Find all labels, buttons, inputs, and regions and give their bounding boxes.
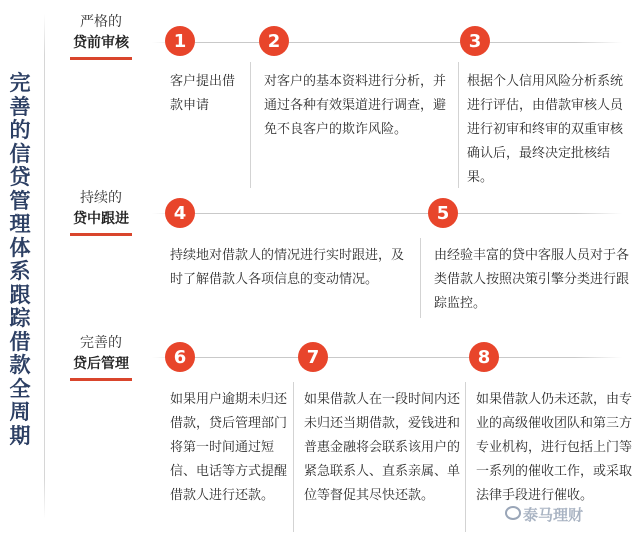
title-char: 体: [9, 235, 31, 260]
title-char: 跟: [9, 282, 31, 307]
title-char: 理: [9, 212, 31, 236]
stage-bottom-text: 贷后管理: [73, 356, 129, 372]
title-char: 全: [9, 376, 31, 401]
step-description: 对客户的基本资料进行分析，并通过各种有效渠道进行调查，避免不良客户的欺诈风险。: [264, 74, 447, 137]
watermark: 泰马理财: [523, 506, 584, 524]
step-circle: 4: [165, 198, 195, 228]
stage-underline: [70, 233, 132, 236]
title-char: 借: [9, 329, 31, 354]
title-char: 管: [9, 188, 31, 213]
step-description: 如果用户逾期未归还借款，贷后管理部门将第一时间通过短信、电话等方式提醒借款人进行还款。: [170, 392, 288, 503]
stage-label-post-loan: [56, 333, 146, 381]
title-char: 周: [9, 400, 31, 424]
column-separator: [458, 62, 459, 188]
timeline-line: [152, 357, 622, 358]
stage-label-mid-loan: [56, 188, 146, 236]
stage-bottom-text: 贷中跟进: [73, 211, 129, 227]
title-char: 善: [9, 94, 31, 119]
timeline-line: [152, 42, 622, 43]
title-char: 信: [9, 141, 31, 166]
step-circle: 3: [460, 26, 490, 56]
title-char: 踪: [9, 306, 31, 330]
wechat-icon: [505, 506, 521, 520]
step-description: 如果借款人在一段时间内还未归还当期借款，爱钱进和普惠金融将会联系该用户的紧急联系人、直系亲属、单位等督促其尽快还款。: [304, 392, 461, 503]
step-circle: 8: [469, 342, 499, 372]
title-char: 完: [9, 71, 31, 95]
column-separator: [465, 382, 466, 532]
step-circle: 7: [298, 342, 328, 372]
vertical-title: [0, 72, 40, 472]
step-circle: 2: [259, 26, 289, 56]
title-char: 期: [9, 423, 31, 448]
title-char: 的: [9, 118, 31, 142]
stage-label-pre-loan: [56, 12, 146, 60]
title-char: 款: [9, 353, 31, 377]
stage-top-text: 严格的: [80, 14, 122, 30]
title-char: 系: [9, 259, 31, 283]
column-separator: [293, 382, 294, 532]
stage-top-text: 持续的: [80, 190, 122, 206]
step-description: 根据个人信用风险分析系统进行评估，由借款审核人员进行初审和终审的双重审核确认后，最终决定批核结果。: [467, 74, 624, 185]
title-char: 贷: [9, 165, 31, 189]
column-separator: [250, 62, 251, 188]
step-description: 如果借款人仍未还款，由专业的高级催收团队和第三方专业机构，进行包括上门等一系列的催收工作，或采取法律手段进行催收。: [476, 392, 633, 503]
stage-bottom-text: 贷前审核: [73, 35, 129, 51]
step-description: 由经验丰富的贷中客服人员对于各类借款人按照决策引擎分类进行跟踪监控。: [434, 248, 630, 311]
stage-underline: [70, 378, 132, 381]
stage-top-text: 完善的: [80, 335, 122, 351]
step-description: 客户提出借款申请: [170, 74, 236, 113]
step-circle: 6: [165, 342, 195, 372]
step-circle: 1: [165, 26, 195, 56]
step-description: 持续地对借款人的情况进行实时跟进，及时了解借款人各项信息的变动情况。: [170, 248, 405, 287]
column-separator: [420, 238, 421, 318]
step-circle: 5: [428, 198, 458, 228]
timeline-line: [152, 213, 622, 214]
vertical-divider: [44, 14, 45, 519]
stage-underline: [70, 57, 132, 60]
